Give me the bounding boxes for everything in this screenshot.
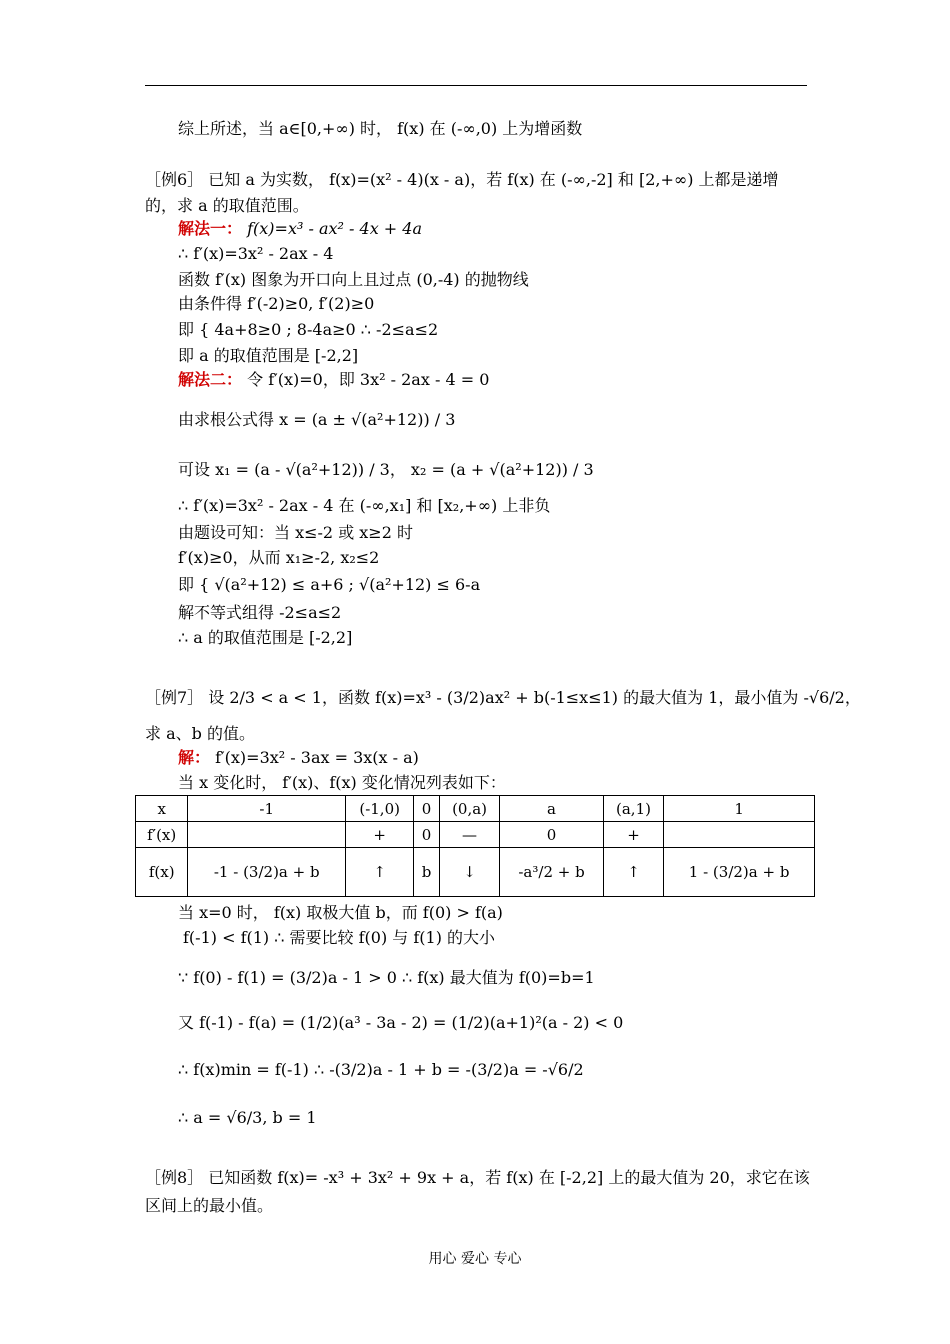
table-cell: 1: [664, 796, 815, 822]
table-cell: -1: [188, 796, 346, 822]
ex7-solution-line1: [178, 748, 419, 768]
ex6-method2-line7: 即 { √(a²+12) ≤ a+6 ; √(a²+12) ≤ 6-a: [178, 575, 481, 594]
ex6-method1-line5: 即 { 4a+8≥0 ; 8-4a≥0 ∴ -2≤a≤2: [178, 320, 439, 339]
table-cell: b: [414, 848, 440, 897]
ex7-solution-line2: 当 x 变化时， f′(x)、f(x) 变化情况列表如下：: [178, 773, 506, 792]
table-cell: f′(x): [136, 822, 188, 848]
ex6-method2-line6: f′(x)≥0，从而 x₁≥-2, x₂≤2: [178, 548, 380, 567]
ex7-statement-1: ［例7］ 设 2/3 < a < 1，函数 f(x)=x³ - (3/2)ax² + b(-1≤x≤1) 的最大值为 1，最小值为 -√6/2，: [145, 688, 861, 707]
table-row-x: [136, 796, 815, 822]
method2-label: 解法二：: [178, 370, 243, 389]
ex6-method1-line3: 函数 f′(x) 图象为开口向上且过点 (0,-4) 的抛物线: [178, 270, 529, 289]
table-cell: (-1,0): [346, 796, 414, 822]
ex6-statement-2: 的，求 a 的取值范围。: [145, 196, 309, 215]
solution-expr: f′(x)=3x² - 3ax = 3x(x - a): [215, 748, 419, 767]
page-footer: 用心 爱心 专心: [428, 1251, 522, 1267]
ex6-method1-line2: ∴ f′(x)=3x² - 2ax - 4: [178, 244, 334, 263]
table-cell: 0: [414, 796, 440, 822]
method1-expr: f(x)=x³ - ax² - 4x + 4a: [247, 219, 423, 238]
ex6-method2-line4: ∴ f′(x)=3x² - 2ax - 4 在 (-∞,x₁] 和 [x₂,+∞) 上非负: [178, 496, 551, 515]
table-cell: —: [439, 822, 499, 848]
solution-label: 解：: [178, 748, 211, 767]
variation-table: [135, 795, 815, 897]
table-cell: ↑: [346, 848, 414, 897]
table-cell: f(x): [136, 848, 188, 897]
ex6-method2-line5: 由题设可知：当 x≤-2 或 x≥2 时: [178, 523, 413, 542]
table-cell: 1 - (3/2)a + b: [664, 848, 815, 897]
table-cell: -a³/2 + b: [500, 848, 604, 897]
header-rule: [145, 85, 807, 86]
table-cell: 0: [500, 822, 604, 848]
ex6-method1-line1: [178, 219, 422, 239]
ex7-after-line2: f(-1) < f(1) ∴ 需要比较 f(0) 与 f(1) 的大小: [183, 928, 496, 947]
table-cell: -1 - (3/2)a + b: [188, 848, 346, 897]
method2-expr: 令 f′(x)=0，即 3x² - 2ax - 4 = 0: [247, 370, 490, 389]
table-cell: [664, 822, 815, 848]
method1-label: 解法一：: [178, 219, 243, 238]
table-row-fprime: [136, 822, 815, 848]
table-row-f: [136, 848, 815, 897]
ex6-method2-line2: 由求根公式得 x = (a ± √(a²+12)) / 3: [178, 410, 456, 429]
table-cell: (a,1): [603, 796, 663, 822]
ex6-method2-line9: ∴ a 的取值范围是 [-2,2]: [178, 628, 353, 647]
table-cell: (0,a): [439, 796, 499, 822]
ex7-after-line5: ∴ f(x)min = f(-1) ∴ -(3/2)a - 1 + b = -(3/2)a = -√6/2: [178, 1060, 584, 1079]
table-cell: a: [500, 796, 604, 822]
table-cell: [188, 822, 346, 848]
table-cell: +: [346, 822, 414, 848]
ex6-method1-line4: 由条件得 f′(-2)≥0, f′(2)≥0: [178, 294, 375, 313]
ex7-after-line3: ∵ f(0) - f(1) = (3/2)a - 1 > 0 ∴ f(x) 最大值为 f(0)=b=1: [178, 968, 595, 987]
ex7-after-line4: 又 f(-1) - f(a) = (1/2)(a³ - 3a - 2) = (1/2)(a+1)²(a - 2) < 0: [178, 1013, 624, 1032]
summary-line: 综上所述，当 a∈[0,+∞) 时， f(x) 在 (-∞,0) 上为增函数: [178, 119, 583, 138]
ex7-statement-2: 求 a、b 的值。: [145, 724, 255, 743]
table-cell: 0: [414, 822, 440, 848]
ex7-after-line6: ∴ a = √6/3, b = 1: [178, 1108, 317, 1127]
table-cell: ↑: [603, 848, 663, 897]
ex6-statement-1: ［例6］ 已知 a 为实数， f(x)=(x² - 4)(x - a)，若 f(x) 在 (-∞,-2] 和 [2,+∞) 上都是递增: [145, 170, 779, 189]
table-cell: x: [136, 796, 188, 822]
ex6-method2-line3: 可设 x₁ = (a - √(a²+12)) / 3， x₂ = (a + √(a²+12)) / 3: [178, 460, 594, 479]
ex6-method1-line6: 即 a 的取值范围是 [-2,2]: [178, 346, 359, 365]
table-cell: ↓: [439, 848, 499, 897]
ex7-after-line1: 当 x=0 时， f(x) 取极大值 b，而 f(0) > f(a): [178, 903, 503, 922]
ex6-method2-line8: 解不等式组得 -2≤a≤2: [178, 603, 342, 622]
ex6-method2-line1: [178, 370, 489, 390]
ex8-statement-2: 区间上的最小值。: [145, 1196, 274, 1215]
ex8-statement-1: ［例8］ 已知函数 f(x)= -x³ + 3x² + 9x + a，若 f(x) 在 [-2,2] 上的最大值为 20，求它在该: [145, 1168, 810, 1187]
table-cell: +: [603, 822, 663, 848]
